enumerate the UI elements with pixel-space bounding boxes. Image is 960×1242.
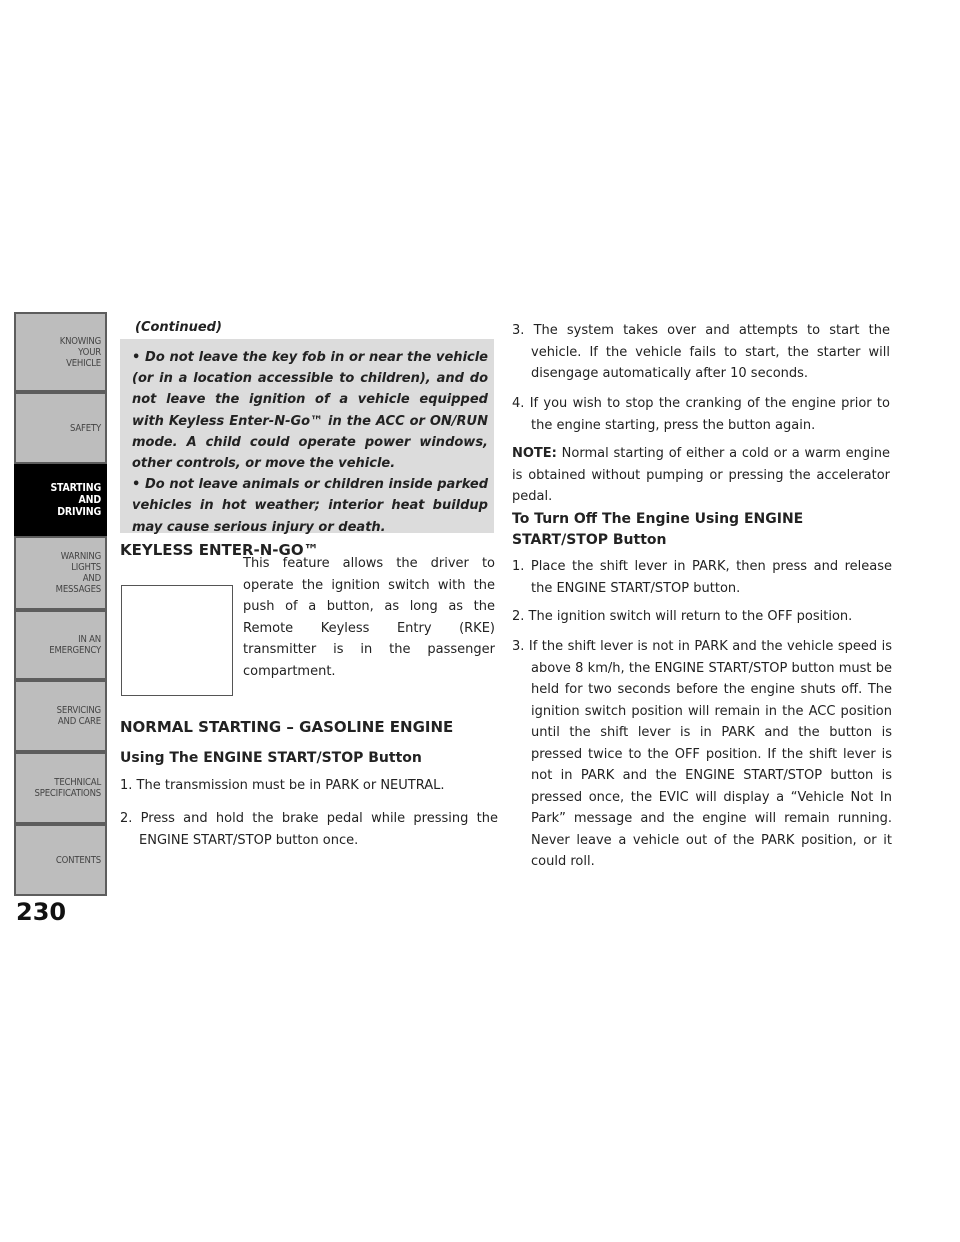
tab-label: STARTING AND DRIVING	[50, 482, 101, 518]
tab-warning-lights-and-messages[interactable]	[14, 536, 107, 610]
tab-starting-and-driving[interactable]	[14, 464, 107, 536]
tab-in-an-emergency[interactable]	[14, 610, 107, 680]
normal-starting-heading: NORMAL STARTING – GASOLINE ENGINE	[120, 718, 454, 736]
warning-item: • Do not leave animals or children inside parked vehicles in hot weather; interior heat buildup may cause serious injury or death.	[132, 477, 488, 535]
step-3: 3. The system takes over and attempts to start the vehicle. If the vehicle fails to start, the starter will disengage automatically after 10 seconds.	[512, 323, 890, 381]
using-button-heading: Using The ENGINE START/STOP Button	[120, 750, 422, 766]
tab-label: WARNING LIGHTS AND MESSAGES	[55, 551, 101, 595]
tab-contents[interactable]	[14, 824, 107, 896]
warning-box	[120, 339, 494, 533]
step-1: 1. The transmission must be in PARK or NEUTRAL.	[120, 778, 445, 793]
tab-technical-specifications[interactable]	[14, 752, 107, 824]
page-number: 230	[16, 898, 67, 926]
step-2: 2. Press and hold the brake pedal while pressing the ENGINE START/STOP button once.	[120, 811, 498, 848]
note-paragraph	[512, 443, 890, 508]
turnoff-step-1: 1. Place the shift lever in PARK, then press and release the ENGINE START/STOP button.	[512, 559, 892, 596]
turn-off-heading: To Turn Off The Engine Using ENGINE START/STOP Button	[512, 511, 804, 548]
tab-label: SAFETY	[69, 422, 101, 434]
tab-label: IN AN EMERGENCY	[49, 634, 101, 656]
keyless-button-image	[121, 585, 233, 696]
continued-label: (Continued)	[135, 320, 222, 335]
step-4: 4. If you wish to stop the cranking of the engine prior to the engine starting, press the button again.	[512, 396, 890, 433]
tab-safety[interactable]	[14, 392, 107, 464]
turnoff-step-2: 2. The ignition switch will return to the OFF position.	[512, 609, 853, 624]
keyless-description: This feature allows the driver to operate the ignition switch with the push of a button, as long as the Remote Keyless Entry (RKE) transmitter is in the passenger compartment.	[243, 556, 495, 679]
keyless-heading: KEYLESS ENTER-N-GO™	[120, 541, 319, 559]
tab-label: SERVICING AND CARE	[56, 705, 101, 727]
turnoff-step-3: 3. If the shift lever is not in PARK and the vehicle speed is above 8 km/h, the ENGINE START/STOP button must be held for two seconds before the engine shuts off. The ignition switch position will remain in the ACC position until the shift lever is in PARK and the button is pressed twice to the OFF position. If the shift lever is not in PARK and the ENGINE START/STOP button is pressed once, the EVIC will display a “Vehicle Not In Park” message and the engine will remain running. Never leave a vehicle out of the PARK position, or it could roll.	[512, 639, 892, 869]
tab-label: KNOWING YOUR VEHICLE	[59, 335, 101, 369]
note-text: Normal starting of either a cold or a warm engine is obtained without pumping or pressing the accelerator pedal.	[512, 446, 890, 504]
tab-label: CONTENTS	[55, 854, 101, 866]
note-label: NOTE:	[512, 446, 557, 461]
tab-knowing-your-vehicle[interactable]	[14, 312, 107, 392]
tab-servicing-and-care[interactable]	[14, 680, 107, 752]
tab-label: TECHNICAL SPECIFICATIONS	[34, 777, 101, 799]
warning-item: • Do not leave the key fob in or near the vehicle (or in a location accessible to children), and do not leave the ignition of a vehicle equipped with Keyless Enter-N-Go™ in the ACC or ON/RUN mode. A child could operate power windows, other controls, or move the vehicle.	[132, 350, 488, 472]
